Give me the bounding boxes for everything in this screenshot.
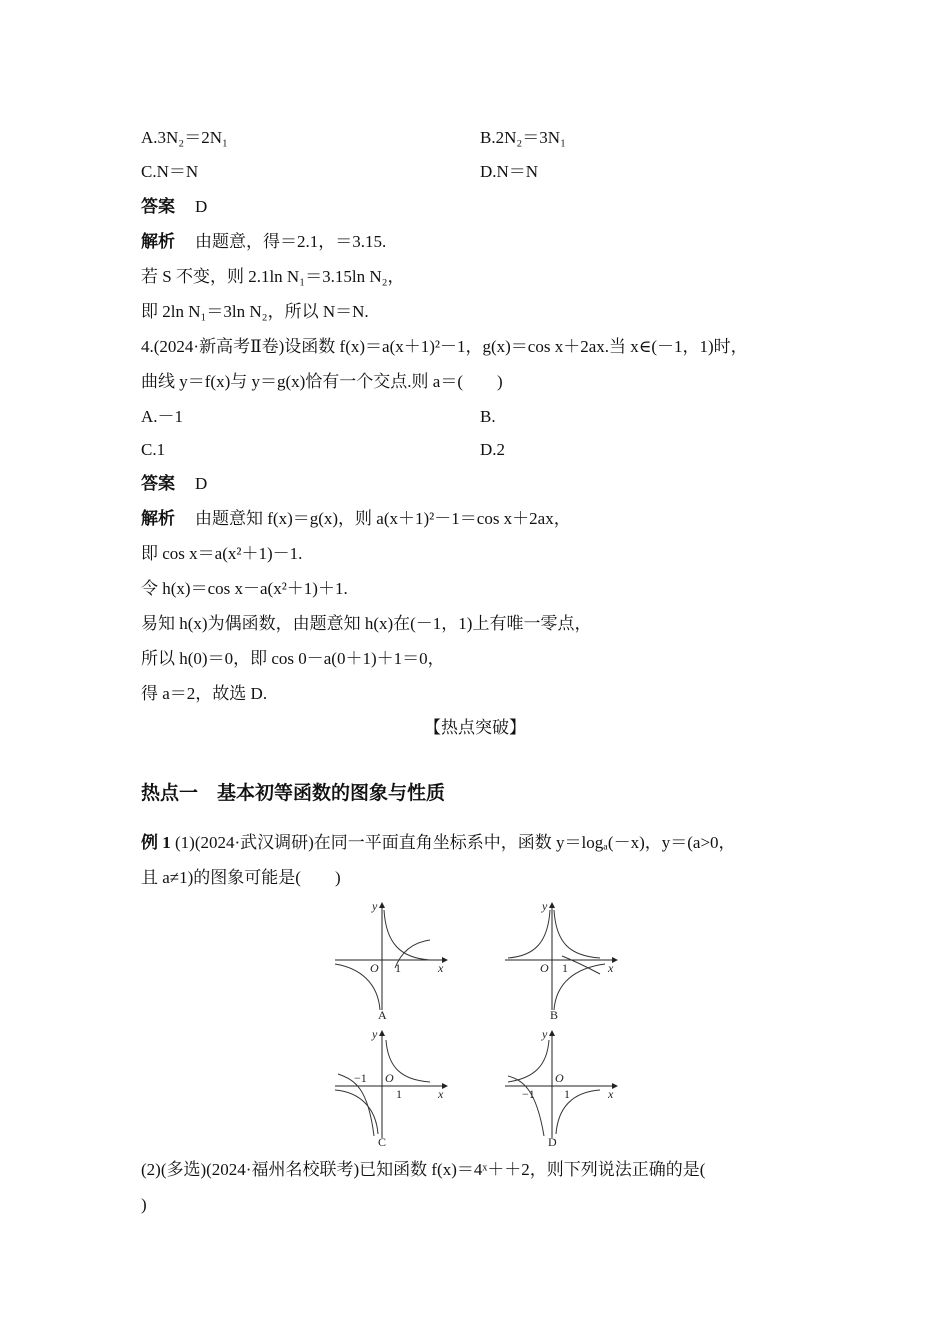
curve-power-left	[508, 910, 550, 958]
q4-analysis-line6: 得 a＝2，故选 D.	[141, 684, 268, 703]
answer-value: D	[195, 197, 208, 216]
q3-answer	[141, 196, 207, 218]
q3-analysis-line1	[141, 231, 386, 253]
origin-label: O	[540, 961, 549, 975]
analysis-label: 解析	[141, 509, 175, 528]
example-text: (1)(2024·武汉调研)在同一平面直角坐标系中，函数 y＝logₐ(－x)，y＝(a>0，	[170, 833, 736, 852]
q4-option-a: A.－1	[141, 407, 184, 426]
q3-option-a: A.3N₂＝2N₁	[141, 128, 228, 147]
q4-stem-line1: 4.(2024·新高考Ⅱ卷)设函数 f(x)＝a(x＋1)²－1，g(x)＝cos x＋2ax.当 x∈(－1，1)时，	[141, 337, 748, 356]
q4-analysis-line4: 易知 h(x)为偶函数，由题意知 h(x)在(－1，1)上有唯一零点，	[141, 614, 592, 633]
y-label: y	[372, 899, 378, 913]
curve-power-left	[508, 1040, 549, 1082]
origin-label: O	[370, 961, 379, 975]
q4-analysis-line3: 令 h(x)＝cos x－a(x²＋1)＋1.	[141, 579, 348, 598]
curve-power	[384, 910, 430, 960]
q4-option-d: D.2	[480, 440, 506, 459]
q4-option-c: C.1	[141, 440, 166, 459]
q3-analysis-line3: 即 2ln N₁＝3ln N₂，所以 N＝N.	[141, 302, 369, 321]
analysis-label: 解析	[141, 232, 175, 251]
y-label: y	[542, 1027, 548, 1041]
q4-option-b: B.	[480, 407, 496, 426]
caption-a: A	[378, 1008, 387, 1022]
q4-answer	[141, 473, 207, 495]
caption-c: C	[378, 1135, 387, 1149]
q4-analysis-line2: 即 cos x＝a(x²＋1)－1.	[141, 544, 303, 563]
q3-analysis-line2: 若 S 不变，则 2.1ln N₁＝3.15ln N₂，	[141, 267, 405, 286]
graph-a	[330, 898, 450, 1023]
q4-analysis-line5: 所以 h(0)＝0，即 cos 0－a(0＋1)＋1＝0，	[141, 649, 445, 668]
y-axis-arrow	[379, 902, 385, 908]
hot-topics-header: 【热点突破】	[424, 718, 526, 737]
section-title: 热点一 基本初等函数的图象与性质	[141, 783, 446, 804]
y-axis-arrow	[549, 1030, 555, 1036]
caption-d: D	[548, 1135, 557, 1149]
q3-option-d: D.N＝N	[480, 162, 539, 181]
y-label: y	[372, 1027, 378, 1041]
x-label: x	[438, 961, 444, 975]
q3-option-c: C.N＝N	[141, 162, 199, 181]
example2-stem-line2: )	[141, 1195, 147, 1214]
graph-d	[500, 1026, 620, 1151]
analysis-text: 由题意知 f(x)＝g(x)，则 a(x＋1)²－1＝cos x＋2ax，	[195, 509, 571, 528]
y-label: y	[542, 899, 548, 913]
tick-label-one: 1	[395, 961, 401, 975]
analysis-text: 由题意，得＝2.1，＝3.15.	[195, 232, 387, 251]
example1-stem-line2: 且 a≠1)的图象可能是( )	[141, 868, 341, 887]
example1-stem-line1	[141, 832, 736, 854]
answer-label: 答案	[141, 474, 175, 493]
answer-label: 答案	[141, 197, 175, 216]
tick-label-neg-one: −1	[354, 1071, 367, 1085]
x-label: x	[438, 1087, 444, 1101]
curve-power-right	[556, 1090, 600, 1134]
q4-analysis-line1	[141, 508, 571, 530]
graph-c	[330, 1026, 450, 1151]
origin-label: O	[555, 1071, 564, 1085]
caption-b: B	[550, 1008, 559, 1022]
x-label: x	[608, 961, 614, 975]
origin-label: O	[385, 1071, 394, 1085]
q4-stem-line2: 曲线 y＝f(x)与 y＝g(x)恰有一个交点.则 a＝( )	[141, 372, 503, 391]
curve-power-right	[554, 910, 600, 958]
example-label: 例 1	[141, 833, 171, 852]
x-label: x	[608, 1087, 614, 1101]
tick-label-one: 1	[396, 1087, 402, 1101]
graph-b	[500, 898, 620, 1023]
answer-value: D	[195, 474, 208, 493]
tick-label-one: 1	[562, 961, 568, 975]
y-axis-arrow	[549, 902, 555, 908]
example2-stem-line1: (2)(多选)(2024·福州名校联考)已知函数 f(x)＝4ˣ＋＋2，则下列说法正确的是(	[141, 1160, 706, 1179]
y-axis-arrow	[379, 1030, 385, 1036]
q3-option-b: B.2N₂＝3N₁	[480, 128, 566, 147]
tick-label-neg-one: −1	[522, 1087, 535, 1101]
curve-log	[508, 1076, 544, 1136]
curve-power-left	[335, 1090, 378, 1134]
tick-label-one: 1	[564, 1087, 570, 1101]
